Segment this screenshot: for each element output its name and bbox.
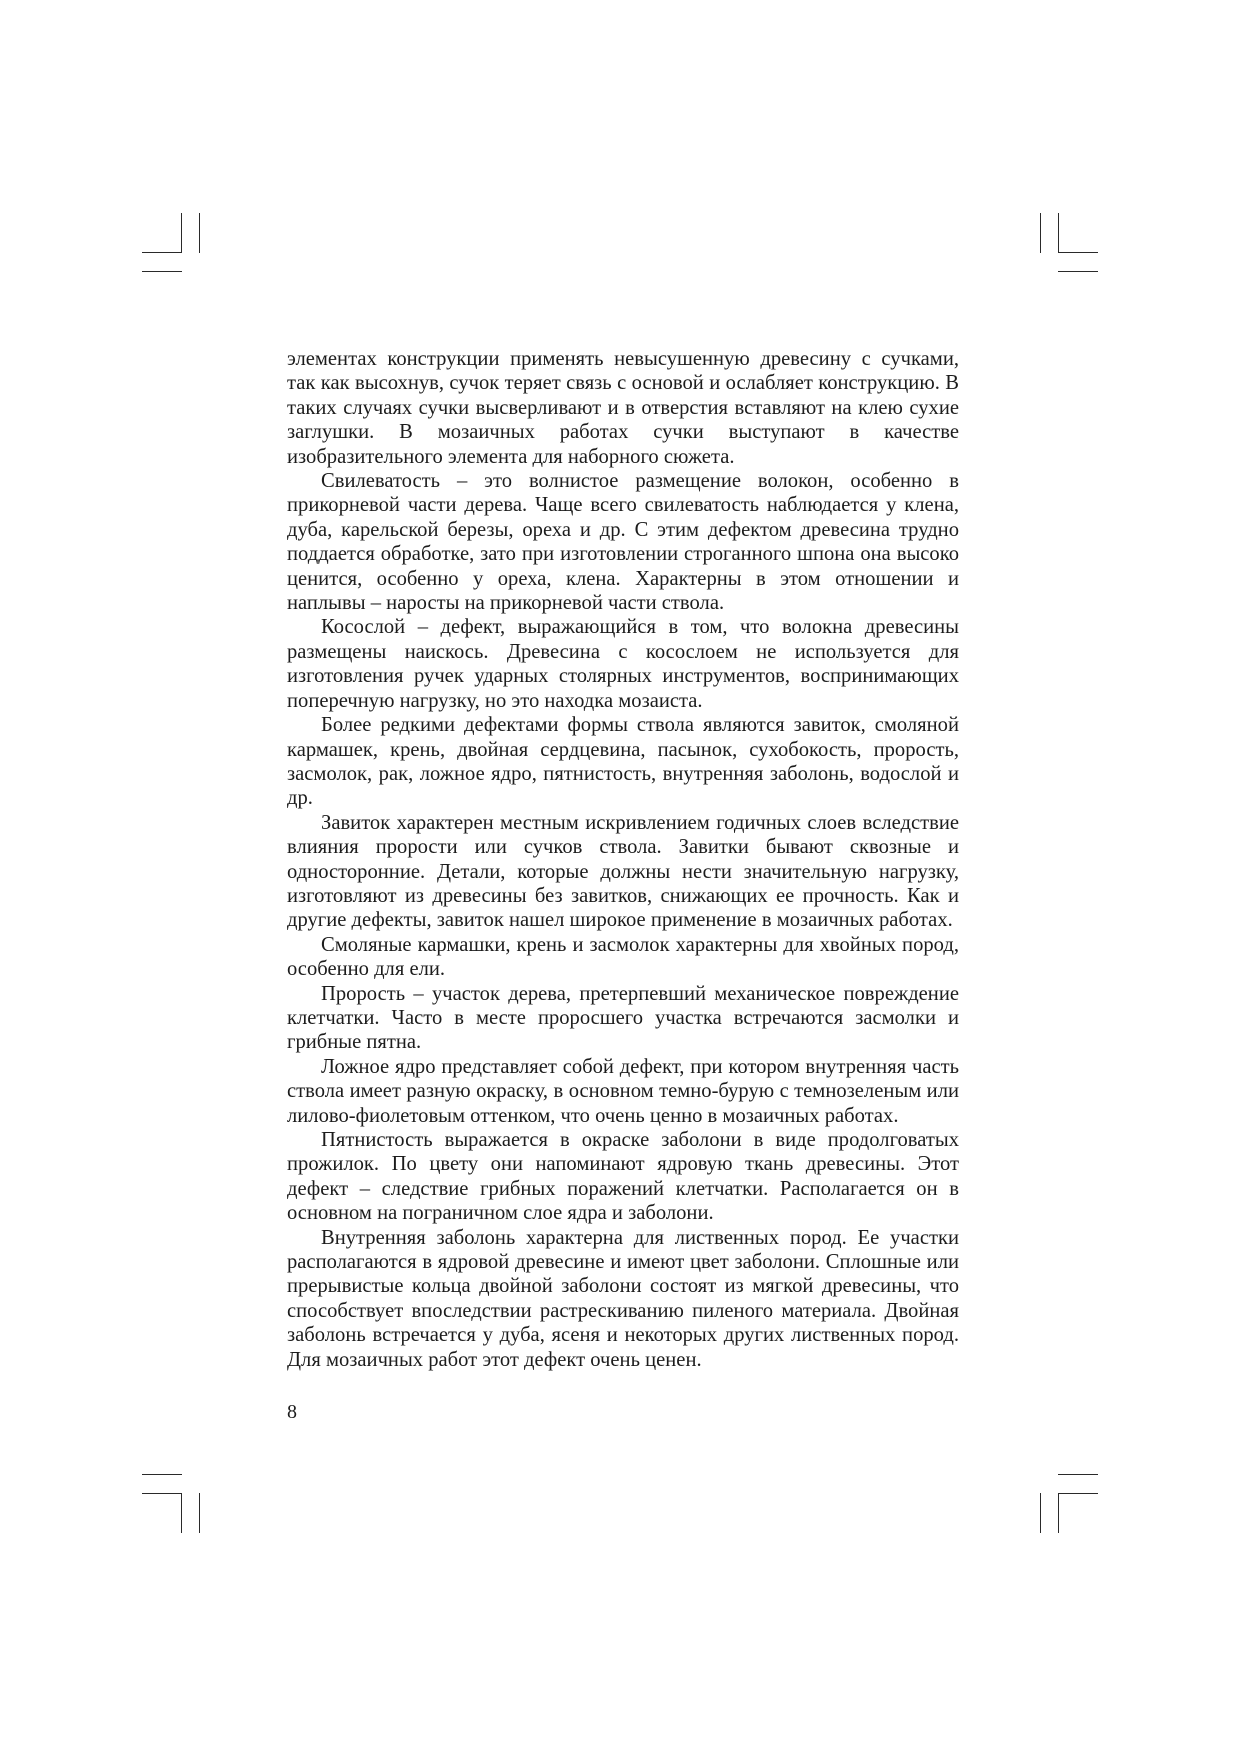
body-text	[287, 347, 959, 1372]
crop-mark-bottom-right-vertical-2	[1058, 1493, 1059, 1533]
paragraph: Прорость – участок дерева, претерпевший механическое повреждение клетчатки. Часто в месте проросшего участка встречаются засмолки и грибные пятна.	[287, 982, 959, 1054]
paragraph: элементах конструкции применять невысушенную древесину с сучками, так как высохнув, сучок теряет связь с основой и ослабляет конструкцию. В таких случаях сучки высверливают и в отверстия вставляют на клею сухие заглушки. В мозаичных работах сучки выступают в качестве изобразительного элемента для наборного сюжета.	[287, 348, 959, 468]
crop-mark-bottom-right-horizontal-short	[1058, 1493, 1098, 1494]
crop-mark-bottom-right-horizontal	[1058, 1474, 1098, 1475]
paragraph: Завиток характерен местным искривлением годичных слоев вследствие влияния прорости или сучков ствола. Завитки бывают сквозные и односторонние. Детали, которые должны нести значительную нагрузку, изготовляют из древесины без завитков, снижающих ее прочность. Как и другие дефекты, завиток нашел широкое применение в мозаичных работах.	[287, 811, 959, 932]
crop-mark-top-left-horizontal	[142, 271, 182, 272]
paragraph: Косослой – дефект, выражающийся в том, что волокна древесины размещены наискось. Древесина с косослоем не используется для изготовления ручек ударных столярных инструментов, воспринимающих поперечную нагрузку, но это находка мозаиста.	[287, 616, 959, 712]
paragraph: Ложное ядро представляет собой дефект, при котором внутренняя часть ствола имеет разную окраску, в основном темно-бурую с темнозеленым или лилово-фиолетовым оттенком, что очень ценно в мозаичных работах.	[287, 1055, 959, 1127]
crop-mark-top-left-horizontal-short	[142, 252, 182, 253]
crop-mark-top-left-vertical-1	[181, 213, 182, 253]
page-number: 8	[287, 1401, 297, 1423]
crop-mark-bottom-left-vertical-1	[181, 1493, 182, 1533]
crop-mark-bottom-left-vertical-2	[199, 1493, 200, 1533]
crop-mark-top-right-horizontal-short	[1058, 252, 1098, 253]
paragraph: Более редкими дефектами формы ствола являются завиток, смоляной кармашек, крень, двойная сердцевина, пасынок, сухобокость, прорость, засмолок, рак, ложное ядро, пятнистость, внутренняя заболонь, водослой и др.	[287, 714, 959, 810]
crop-mark-top-right-horizontal	[1058, 271, 1098, 272]
paragraph: Свилеватость – это волнистое размещение волокон, особенно в прикорневой части дерева. Чаще всего свилеватость наблюдается у клена, дуба, карельской березы, ореха и др. С этим дефектом древесина трудно поддается обработке, зато при изготовлении строганного шпона она высоко ценится, особенно у ореха, клена. Характерны в этом отношении и наплывы – наросты на прикорневой части ствола.	[287, 470, 959, 615]
crop-mark-bottom-right-vertical-1	[1040, 1493, 1041, 1533]
crop-mark-top-right-vertical-1	[1040, 213, 1041, 253]
crop-mark-top-left-vertical-2	[199, 213, 200, 253]
paragraph: Смоляные кармашки, крень и засмолок характерны для хвойных пород, особенно для ели.	[287, 933, 959, 981]
crop-mark-top-right-vertical-2	[1058, 213, 1059, 253]
crop-mark-bottom-left-horizontal	[142, 1474, 182, 1475]
crop-mark-bottom-left-horizontal-short	[142, 1493, 182, 1494]
paragraph: Пятнистость выражается в окраске заболони в виде продолговатых прожилок. По цвету они напоминают ядровую ткань древесины. Этот дефект – следствие грибных поражений клетчатки. Располагается он в основном на пограничном слое ядра и заболони.	[287, 1129, 959, 1225]
paragraph: Внутренняя заболонь характерна для лиственных пород. Ее участки располагаются в ядровой древесине и имеют цвет заболони. Сплошные или прерывистые кольца двойной заболони состоят из мягкой древесины, что способствует впоследствии растрескиванию пиленого материала. Двойная заболонь встречается у дуба, ясеня и некоторых других лиственных пород. Для мозаичных работ этот дефект очень ценен.	[287, 1226, 959, 1371]
